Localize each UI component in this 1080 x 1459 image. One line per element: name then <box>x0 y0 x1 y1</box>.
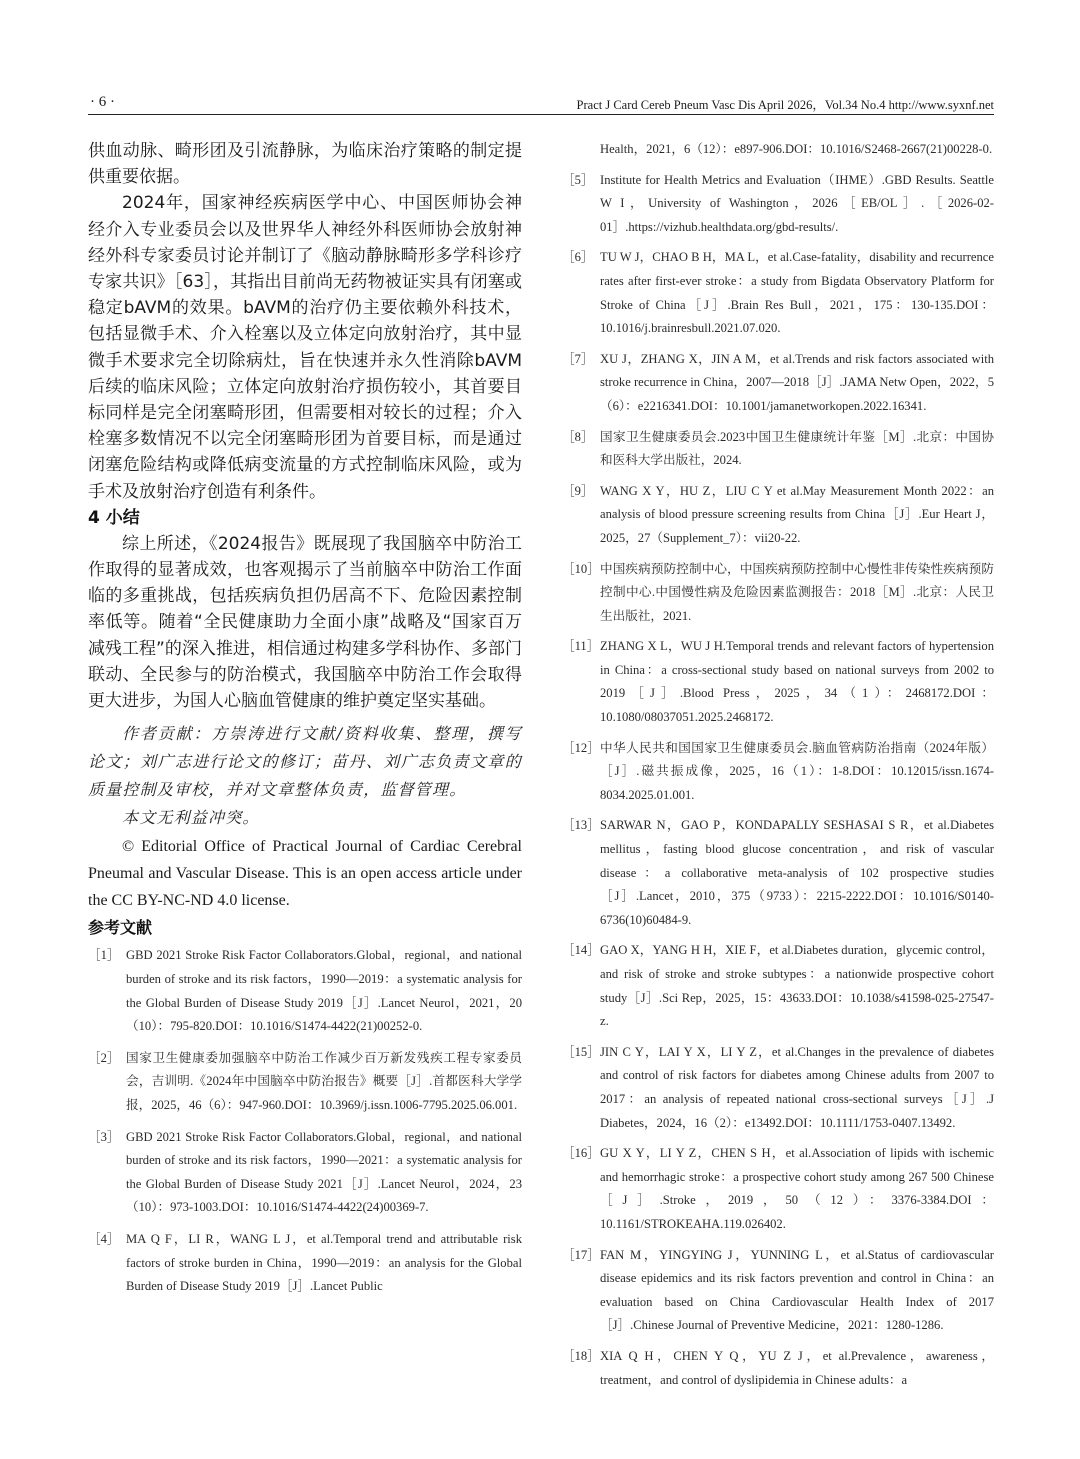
left-column <box>88 138 522 1307</box>
reference-item <box>562 1345 994 1392</box>
reference-item <box>562 426 994 473</box>
reference-continuation <box>562 138 994 162</box>
reference-text: XIA Q H，CHEN Y Q，YU Z J，et al.Prevalence，awareness，treatment，and control of dyslipidemia in Chinese adults：a <box>600 1348 994 1387</box>
reference-number: ［13］ <box>562 818 600 833</box>
section-heading: 4 小结 <box>88 507 140 528</box>
reference-number: ［14］ <box>562 943 600 958</box>
body-paragraph: 2024年，国家神经疾病医学中心、中国医师协会神经介入专业委员会以及世界华人神经外科医师协会放射神经外科专家委员讨论并制订了《脑动静脉畸形多学科诊疗专家共识》［63］，其指出目前尚无药物被证实具有闭塞或稳定bAVM的效果。bAVM的治疗仍主要依赖外科技术，包括显微手术、介入栓塞以及立体定向放射治疗，其中显微手术要求完全切除病灶，旨在快速并永久性消除bAVM后续的临床风险；立体定向放射治疗损伤较小，其首要目标同样是完全闭塞畸形团，但需要相对较长的过程；介入栓塞多数情况不以完全闭塞畸形团为首要目标，而是通过闭塞危险结构或降低病变流量的方式控制临床风险，或为手术及放射治疗创造有利条件。 <box>88 193 522 502</box>
reference-text: GAO X，YANG H H，XIE F，et al.Diabetes duration，glycemic control，and risk of stroke and stroke subtypes：a nationwide prospective cohort study［J］.Sci Rep，2025，15：43633.DOI：10.1038/s41598-025-27547-z. <box>600 943 994 1029</box>
reference-number: ［3］ <box>88 1129 120 1144</box>
reference-number: ［4］ <box>88 1231 120 1246</box>
reference-number: ［6］ <box>562 250 594 265</box>
reference-number: ［5］ <box>562 172 594 187</box>
reference-number: ［8］ <box>562 429 594 444</box>
reference-text: 中华人民共和国国家卫生健康委员会.脑血管病防治指南（2024年版）［J］.磁共振成像，2025，16（1）：1-8.DOI：10.12015/issn.1674-8034.2025.01.001. <box>600 740 994 802</box>
reference-text: XU J，ZHANG X，JIN A M，et al.Trends and risk factors associated with stroke recurrence in China，2007—2018［J］.JAMA Netw Open，2022，5（6）：e2216341.DOI：10.1001/jamanetworkopen.2022.16341. <box>600 351 994 413</box>
reference-number: ［2］ <box>88 1050 120 1065</box>
reference-text: 国家卫生健康委员会.2023中国卫生健康统计年鉴［M］.北京：中国协和医科大学出版社，2024. <box>600 429 994 468</box>
reference-item <box>562 1244 994 1338</box>
reference-item <box>88 944 522 1038</box>
reference-item <box>562 814 994 932</box>
reference-text: FAN M，YINGYING J，YUNNING L，et al.Status of cardiovascular disease epidemics and its risk factors prevention and control in China：an evaluation based on China Cardiovascular Health Index of 2017［J］.Chinese Journal of Preventive Medicine，2021：1280-1286. <box>600 1247 994 1333</box>
reference-number: ［1］ <box>88 948 120 963</box>
reference-text: GBD 2021 Stroke Risk Factor Collaborators.Global，regional，and national burden of stroke and its risk factors，1990—2019：a systematic analysis for the Global Burden of Disease Study 2019［J］.Lancet Neurol，2021，20（10）：795-820.DOI：10.1016/S1474-4422(21)00252-0. <box>126 948 522 1034</box>
reference-item <box>562 169 994 240</box>
reference-item <box>562 635 994 729</box>
reference-number: ［9］ <box>562 483 594 498</box>
reference-item <box>562 480 994 551</box>
reference-text: WANG X Y，HU Z，LIU C Y et al.May Measurement Month 2022：an analysis of blood pressure screening results from China［J］.Eur Heart J，2025，27（Supplement_7）：vii20-22. <box>600 483 994 545</box>
reference-number: ［16］ <box>562 1146 600 1161</box>
reference-number: ［11］ <box>562 639 600 654</box>
license-statement: © Editorial Office of Practical Journal of Cardiac Cerebral Pneumal and Vascular Disease. This is an open access article under the CC BY-NC-ND 4.0 license. <box>88 838 522 910</box>
page-number: · 6 · <box>90 94 115 110</box>
reference-number: ［17］ <box>562 1247 600 1262</box>
reference-item <box>562 246 994 340</box>
reference-text: Institute for Health Metrics and Evaluation（IHME）.GBD Results. Seattle W I，University of Washington，2026［EB/OL］.［2026-02-01］.https://vizhub.healthdata.org/gbd-results/. <box>600 172 994 234</box>
reference-text: GU X Y，LI Y Z，CHEN S H，et al.Association of lipids with ischemic and hemorrhagic stroke：a prospective cohort study among 267 500 Chinese［J］.Stroke，2019，50（12）：3376-3384.DOI：10.1161/STROKEAHA.119.026402. <box>600 1146 994 1231</box>
reference-item <box>562 558 994 629</box>
conflict-statement: 本文无利益冲突。 <box>122 807 260 827</box>
reference-number: ［12］ <box>562 740 600 755</box>
right-column <box>562 138 994 1399</box>
reference-number: ［7］ <box>562 351 594 366</box>
reference-item <box>88 1047 522 1118</box>
reference-text: MA Q F，LI R，WANG L J，et al.Temporal trend and attributable risk factors of stroke burden in China，1990—2019：an analysis for the Global Burden of Disease Study 2019［J］.Lancet Public <box>126 1231 522 1294</box>
reference-text: 国家卫生健康委加强脑卒中防治工作减少百万新发残疾工程专家委员会，吉训明.《2024年中国脑卒中防治报告》概要［J］.首都医科大学学报，2025，46（6）：947-960.DOI：10.3969/j.issn.1006-7795.2025.06.001. <box>126 1050 522 1113</box>
reference-number: ［15］ <box>562 1044 600 1059</box>
reference-item <box>88 1228 522 1299</box>
references-heading: 参考文献 <box>88 918 153 938</box>
reference-text: 中国疾病预防控制中心，中国疾病预防控制中心慢性非传染性疾病预防控制中心.中国慢性病及危险因素监测报告：2018［M］.北京：人民卫生出版社，2021. <box>600 561 994 623</box>
page-header <box>88 92 994 115</box>
reference-text: GBD 2021 Stroke Risk Factor Collaborators.Global，regional，and national burden of stroke and its risk factors，1990—2021：a systematic analysis for the Global Burden of Disease Study 2021［J］.Lancet Neurol，2024，23（10）：973-1003.DOI：10.1016/S1474-4422(24)00369-7. <box>126 1129 522 1215</box>
reference-item <box>562 939 994 1033</box>
reference-item <box>562 737 994 808</box>
reference-number: ［10］ <box>562 561 600 576</box>
body-paragraph: 综上所述，《2024报告》既展现了我国脑卒中防治工作取得的显著成效，也客观揭示了当前脑卒中防治工作面临的多重挑战，包括疾病负担仍居高不下、危险因素控制率低等。随着“全民健康助力全面小康”战略及“国家百万减残工程”的深入推进，相信通过构建多学科协作、多部门联动、全民参与的防治模式，我国脑卒中防治工作会取得更大进步，为国人心脑血管健康的维护奠定坚实基础。 <box>88 533 522 712</box>
reference-text: ZHANG X L，WU J H.Temporal trends and relevant factors of hypertension in China：a cross-sectional study based on national surveys from 2002 to 2019［J］.Blood Press，2025，34（1）：2468172.DOI：10.1080/08037051.2025.2468172. <box>600 639 994 725</box>
reference-item <box>562 1041 994 1135</box>
reference-text: Health，2021，6（12）：e897-906.DOI：10.1016/S2468-2667(21)00228-0. <box>600 142 993 156</box>
body-paragraph: 供血动脉、畸形团及引流静脉，为临床治疗策略的制定提供重要依据。 <box>88 141 522 188</box>
reference-item <box>562 1142 994 1236</box>
reference-item <box>562 348 994 419</box>
reference-text: TU W J，CHAO B H，MA L，et al.Case-fatality，disability and recurrence rates after first-ever stroke：a study from Bigdata Observatory Platform for Stroke of China［J］.Brain Res Bull，2021，175：130-135.DOI：10.1016/j.brainresbull.2021.07.020. <box>600 250 994 336</box>
reference-text: JIN C Y，LAI Y X，LI Y Z，et al.Changes in the prevalence of diabetes and control of risk factors for diabetes among Chinese adults from 2007 to 2017：an analysis of repeated national cross-sectional surveys［J］.J Diabetes，2024，16（2）：e13492.DOI：10.1111/1753-0407.13492. <box>600 1044 994 1130</box>
reference-number: ［18］ <box>562 1348 600 1363</box>
reference-text: SARWAR N，GAO P，KONDAPALLY SESHASAI S R，et al.Diabetes mellitus，fasting blood glucose concentration，and risk of vascular disease：a collaborative meta-analysis of 102 prospective studies［J］.Lancet，2010，375（9733）：2215-2222.DOI：10.1016/S0140-6736(10)60484-9. <box>600 818 994 927</box>
reference-item <box>88 1126 522 1220</box>
running-head: Pract J Card Cereb Pneum Vasc Dis April 2026，Vol.34 No.4 http://www.syxnf.net <box>576 98 994 112</box>
author-contributions: 作者贡献：方崇涛进行文献/资料收集、整理，撰写论文；刘广志进行论文的修订；苗丹、刘广志负责文章的质量控制及审校，并对文章整体负责，监督管理。 <box>88 724 522 799</box>
